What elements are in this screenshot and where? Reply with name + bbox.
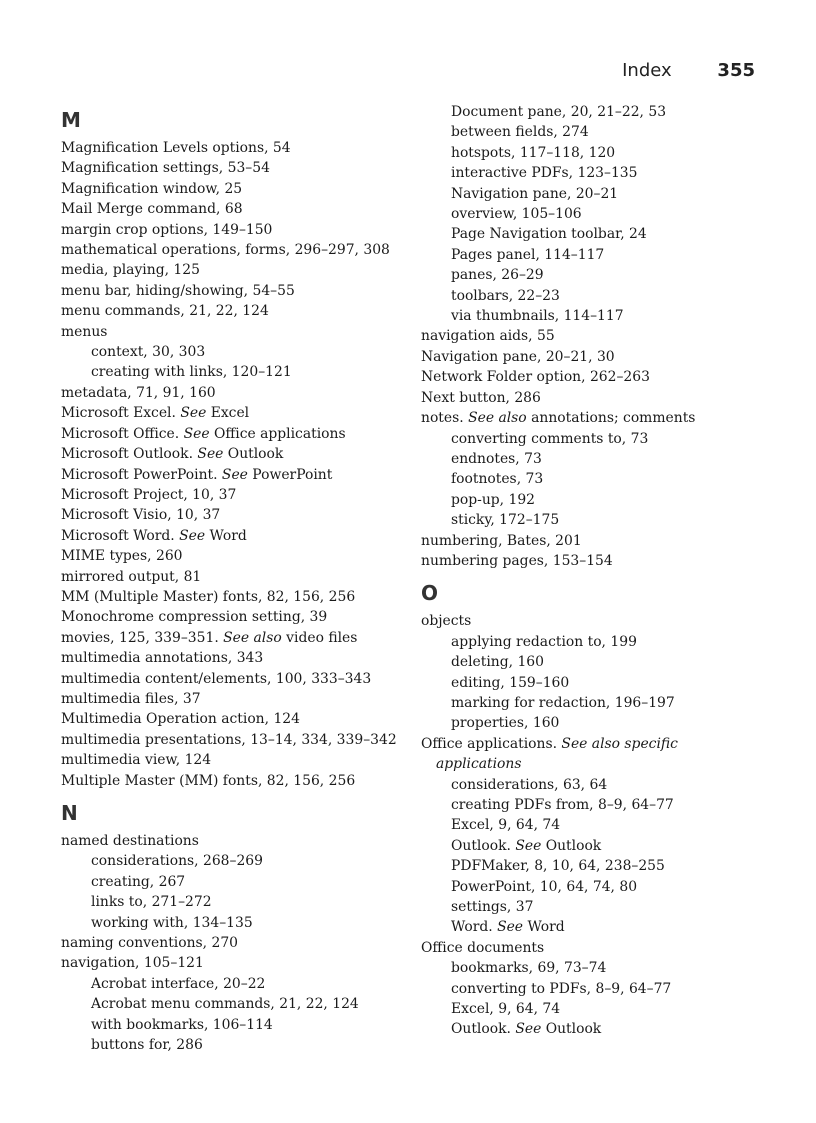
index-entry: media, playing, 125 (61, 262, 200, 279)
index-entry: Next button, 286 (421, 389, 541, 406)
see-reference: See also specific (561, 735, 678, 752)
index-entry: Magnification settings, 53–54 (61, 160, 270, 177)
index-subentry: context, 30, 303 (91, 344, 206, 361)
index-entry: numbering, Bates, 201 (421, 532, 582, 549)
index-entry (61, 465, 413, 485)
running-header-title: Index (622, 60, 672, 81)
entry-text: annotations; comments (526, 410, 696, 427)
entry-text: Outlook. (451, 837, 516, 854)
index-subentry: Navigation pane, 20–21 (451, 185, 619, 202)
index-subentry: considerations, 63, 64 (451, 776, 608, 793)
entry-text: Microsoft Word. (61, 527, 180, 544)
index-subentry: sticky, 172–175 (451, 512, 560, 529)
index-subentry: buttons for, 286 (91, 1037, 203, 1054)
index-entry: Magnification window, 25 (61, 180, 243, 197)
index-subentry: marking for redaction, 196–197 (451, 694, 675, 711)
entry-text: PowerPoint (247, 466, 333, 483)
index-subentry: footnotes, 73 (451, 471, 544, 488)
index-entry (421, 734, 766, 754)
index-entry: multimedia content/elements, 100, 333–343 (61, 670, 372, 687)
index-entry: Multimedia Operation action, 124 (61, 711, 300, 728)
index-subentry: working with, 134–135 (91, 914, 253, 931)
index-entry: menu bar, hiding/showing, 54–55 (61, 282, 295, 299)
entry-text: Outlook. (451, 1021, 516, 1038)
index-subentry: toolbars, 22–23 (451, 287, 560, 304)
entry-text: Microsoft Outlook. (61, 446, 198, 463)
entry-text: Outlook (541, 837, 602, 854)
index-subentry: pop-up, 192 (451, 491, 536, 508)
entry-text: Microsoft Excel. (61, 405, 181, 422)
see-reference: See (180, 405, 207, 422)
index-entry: Mail Merge command, 68 (61, 201, 243, 218)
index-subentry: bookmarks, 69, 73–74 (451, 960, 607, 977)
index-entry: Magnification Levels options, 54 (61, 140, 291, 156)
index-entry: MIME types, 260 (61, 548, 183, 565)
index-entry (421, 408, 766, 428)
index-entry: named destinations (61, 833, 199, 849)
index-entry: Office documents (421, 939, 545, 956)
index-entry: Multiple Master (MM) fonts, 82, 156, 256 (61, 772, 356, 789)
index-subentry: Document pane, 20, 21–22, 53 (451, 104, 667, 120)
index-entry: margin crop options, 149–150 (61, 221, 273, 238)
index-entry: Microsoft Visio, 10, 37 (61, 507, 221, 524)
section-letter: N (61, 801, 78, 825)
index-entry: multimedia files, 37 (61, 690, 201, 707)
index-subentry: considerations, 268–269 (91, 853, 263, 870)
index-subentry: creating, 267 (91, 873, 186, 890)
entry-text: Excel (206, 405, 250, 422)
index-subentry: interactive PDFs, 123–135 (451, 165, 638, 182)
index-entry (61, 628, 413, 648)
index-entry: multimedia annotations, 343 (61, 650, 264, 667)
page-number: 355 (717, 60, 755, 81)
index-entry (61, 424, 413, 444)
index-subentry: PDFMaker, 8, 10, 64, 238–255 (451, 858, 665, 875)
index-subentry (421, 1019, 766, 1039)
index-entry: naming conventions, 270 (61, 935, 239, 952)
index-subentry: converting comments to, 73 (451, 430, 649, 447)
see-reference: See (179, 527, 206, 544)
index-subentry: links to, 271–272 (91, 894, 212, 911)
entry-text: Microsoft PowerPoint. (61, 466, 222, 483)
index-subentry: hotspots, 117–118, 120 (451, 144, 616, 161)
index-entry: Navigation pane, 20–21, 30 (421, 348, 615, 365)
index-subentry: settings, 37 (451, 899, 534, 916)
entry-text: Word (523, 919, 565, 936)
index-subentry: panes, 26–29 (451, 267, 544, 284)
index-entry: Network Folder option, 262–263 (421, 369, 650, 386)
index-entry: Microsoft Project, 10, 37 (61, 486, 237, 503)
index-entry: objects (421, 613, 472, 630)
entry-text: Outlook (541, 1021, 602, 1038)
index-subentry: Excel, 9, 64, 74 (451, 1001, 561, 1018)
index-subentry: with bookmarks, 106–114 (91, 1016, 273, 1033)
index-subentry: Excel, 9, 64, 74 (451, 817, 561, 834)
index-column-right (421, 102, 766, 1040)
index-entry: menu commands, 21, 22, 124 (61, 303, 269, 320)
entry-text: notes. (421, 410, 469, 427)
index-entry: mathematical operations, forms, 296–297, 308 (61, 242, 390, 259)
index-entry: Monochrome compression setting, 39 (61, 609, 328, 626)
index-subentry: PowerPoint, 10, 64, 74, 80 (451, 878, 638, 895)
entry-text: Outlook (223, 446, 284, 463)
see-reference: See also (223, 629, 282, 646)
index-entry: MM (Multiple Master) fonts, 82, 156, 256 (61, 588, 356, 605)
index-entry: menus (61, 323, 108, 340)
see-reference: See (183, 425, 210, 442)
index-entry: mirrored output, 81 (61, 568, 202, 585)
see-reference: See also (468, 410, 527, 427)
running-header (622, 60, 755, 81)
see-reference: See (497, 919, 524, 936)
index-subentry: Acrobat menu commands, 21, 22, 124 (91, 996, 359, 1013)
see-reference: See (515, 837, 542, 854)
index-entry (61, 526, 413, 546)
index-entry: navigation, 105–121 (61, 955, 204, 972)
index-entry: multimedia view, 124 (61, 752, 212, 769)
index-subentry: properties, 160 (451, 715, 560, 732)
index-subentry: endnotes, 73 (451, 450, 542, 467)
index-subentry: overview, 105–106 (451, 206, 582, 223)
index-subentry: editing, 159–160 (451, 674, 570, 691)
index-entry: metadata, 71, 91, 160 (61, 384, 216, 401)
entry-text: movies, 125, 339–351. (61, 629, 224, 646)
index-subentry: Acrobat interface, 20–22 (91, 975, 266, 992)
entry-text: Microsoft Office. (61, 425, 184, 442)
entry-text: Office applications (209, 425, 346, 442)
index-subentry (421, 917, 766, 937)
index-entry: navigation aids, 55 (421, 328, 555, 345)
see-reference: applications (436, 756, 522, 773)
index-subentry: Page Navigation toolbar, 24 (451, 226, 647, 243)
index-entry-continuation (421, 754, 766, 774)
index-entry (61, 403, 413, 423)
entry-text: Office applications. (421, 735, 562, 752)
section-letter: M (61, 108, 81, 132)
index-subentry: between fields, 274 (451, 124, 589, 141)
index-subentry: creating with links, 120–121 (91, 364, 292, 381)
index-entry (61, 444, 413, 464)
see-reference: See (197, 446, 224, 463)
index-entry: multimedia presentations, 13–14, 334, 339–342 (61, 731, 397, 748)
index-subentry: converting to PDFs, 8–9, 64–77 (451, 980, 672, 997)
see-reference: See (221, 466, 248, 483)
index-subentry: applying redaction to, 199 (451, 633, 637, 650)
index-subentry: creating PDFs from, 8–9, 64–77 (451, 797, 674, 813)
index-subentry: Pages panel, 114–117 (451, 246, 605, 263)
index-subentry (421, 836, 766, 856)
entry-text: Word. (451, 919, 498, 936)
see-reference: See (515, 1021, 542, 1038)
index-column-left (61, 102, 413, 1055)
index-entry: numbering pages, 153–154 (421, 552, 613, 569)
index-subentry: via thumbnails, 114–117 (451, 308, 624, 325)
entry-text: Word (205, 527, 247, 544)
section-letter: O (421, 581, 439, 606)
entry-text: video files (281, 629, 358, 646)
index-subentry: deleting, 160 (451, 654, 544, 671)
